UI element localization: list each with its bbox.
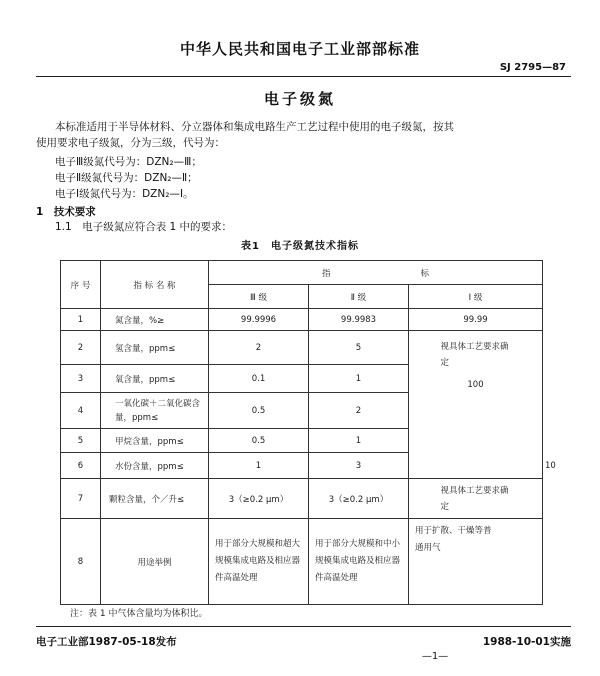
row-grade-1-text: 视具体工艺要求确定 bbox=[440, 342, 509, 368]
header-grade-2: Ⅱ 级 bbox=[309, 285, 409, 309]
header-spec-b: 标 bbox=[420, 268, 430, 279]
intro-line-1: 本标准适用于半导体材料、分立器体和集成电路生产工艺过程中使用的电子级氮，按其 bbox=[55, 121, 454, 133]
row-name: 一氧化碳＋二氧化碳含量，ppm≤ bbox=[101, 393, 209, 429]
top-rule bbox=[36, 76, 571, 77]
section-heading: 1 技术要求 bbox=[36, 206, 96, 218]
row-grade-2: 3（≥0.2 μm） bbox=[309, 479, 409, 519]
row-seq: 6 bbox=[61, 453, 101, 479]
row-name: 颗粒含量，个／升≤ bbox=[101, 479, 209, 519]
row-seq: 7 bbox=[61, 479, 101, 519]
row-grade-3: 2 bbox=[209, 331, 309, 365]
row-grade-2: 1 bbox=[309, 429, 409, 453]
row-grade-2: 用于部分大规模和中小规模集成电路及相应器件高温处理 bbox=[315, 539, 401, 583]
grade-code-3: 电子Ⅲ级氮代号为：DZN₂—Ⅲ； bbox=[55, 156, 202, 168]
row-name: 甲烷含量，ppm≤ bbox=[101, 429, 209, 453]
row-name: 氢含量，ppm≤ bbox=[101, 331, 209, 365]
row-seq: 1 bbox=[61, 309, 101, 331]
row-grade-2-cell bbox=[309, 519, 409, 605]
row-seq: 2 bbox=[61, 331, 101, 365]
row-seq: 8 bbox=[61, 519, 101, 605]
row-grade-3: 0.1 bbox=[209, 365, 309, 393]
row-grade-3: 0.5 bbox=[209, 429, 309, 453]
header-name: 指 标 名 称 bbox=[101, 261, 209, 309]
row-grade-3: 用于部分大规模和超大规模集成电路及相应器件高温处理 bbox=[215, 539, 301, 583]
row-name: 氧含量，ppm≤ bbox=[101, 365, 209, 393]
row-grade-3: 3（≥0.2 μm） bbox=[209, 479, 309, 519]
row-seq: 4 bbox=[61, 393, 101, 429]
row-grade-1-merged bbox=[409, 331, 543, 479]
bottom-rule bbox=[36, 626, 571, 627]
intro-line-2: 使用要求电子级氮，分为三级，代号为： bbox=[36, 137, 225, 149]
row-grade-2: 2 bbox=[309, 393, 409, 429]
row-seq: 5 bbox=[61, 429, 101, 453]
row-grade-1-oxygen: 100 bbox=[467, 380, 484, 390]
table-row bbox=[61, 479, 543, 519]
header-spec-a: 指 bbox=[321, 268, 331, 279]
row-grade-1: 视具体工艺要求确定 bbox=[440, 485, 509, 512]
table-row: 6 水份含量，ppm≤ 1 3 10 bbox=[61, 453, 543, 479]
standard-code: SJ 2795—87 bbox=[499, 62, 566, 73]
table-row bbox=[61, 331, 543, 365]
clause-text: 1.1 电子级氮应符合表 1 中的要求： bbox=[55, 221, 233, 233]
row-grade-1-cell bbox=[409, 519, 543, 605]
row-name: 用途举例 bbox=[101, 519, 209, 605]
row-grade-3-cell bbox=[209, 519, 309, 605]
table-caption: 表1 电子级氮技术指标 bbox=[241, 241, 359, 252]
row-grade-3: 0.5 bbox=[209, 393, 309, 429]
page-number: —1— bbox=[421, 651, 449, 662]
grade-code-1: 电子Ⅰ级氮代号为：DZN₂—Ⅰ。 bbox=[55, 188, 194, 200]
row-grade-3: 99.9996 bbox=[209, 309, 309, 331]
grade-code-2: 电子Ⅱ级氮代号为：DZN₂—Ⅱ； bbox=[55, 172, 198, 184]
row-grade-2: 3 bbox=[309, 453, 409, 479]
issued-date: 电子工业部1987-05-18发布 bbox=[36, 636, 177, 648]
table-note: 注：表 1 中气体含量均为体积比。 bbox=[70, 609, 208, 619]
header-grade-3: Ⅲ 级 bbox=[209, 285, 309, 309]
document-title: 电子级氮 bbox=[263, 90, 336, 108]
implemented-date: 1988-10-01实施 bbox=[482, 636, 571, 648]
row-grade-1: 99.99 bbox=[409, 309, 543, 331]
row-grade-1: 用于扩散、干燥等普通用气 bbox=[415, 526, 492, 553]
table-row bbox=[61, 309, 543, 331]
row-name: 水份含量，ppm≤ bbox=[101, 453, 209, 479]
standard-org-title: 中华人民共和国电子工业部部标准 bbox=[179, 40, 420, 58]
header-seq: 序 号 bbox=[61, 261, 101, 309]
header-spec bbox=[209, 261, 543, 285]
row-seq: 3 bbox=[61, 365, 101, 393]
row-grade-2: 1 bbox=[309, 365, 409, 393]
header-grade-1: Ⅰ 级 bbox=[409, 285, 543, 309]
row-grade-2: 99.9983 bbox=[309, 309, 409, 331]
table-row bbox=[61, 519, 543, 605]
row-grade-1-cell bbox=[409, 479, 543, 519]
spec-table bbox=[60, 260, 556, 605]
row-grade-3: 1 bbox=[209, 453, 309, 479]
row-grade-2: 5 bbox=[309, 331, 409, 365]
row-name: 氮含量，%≥ bbox=[101, 309, 209, 331]
